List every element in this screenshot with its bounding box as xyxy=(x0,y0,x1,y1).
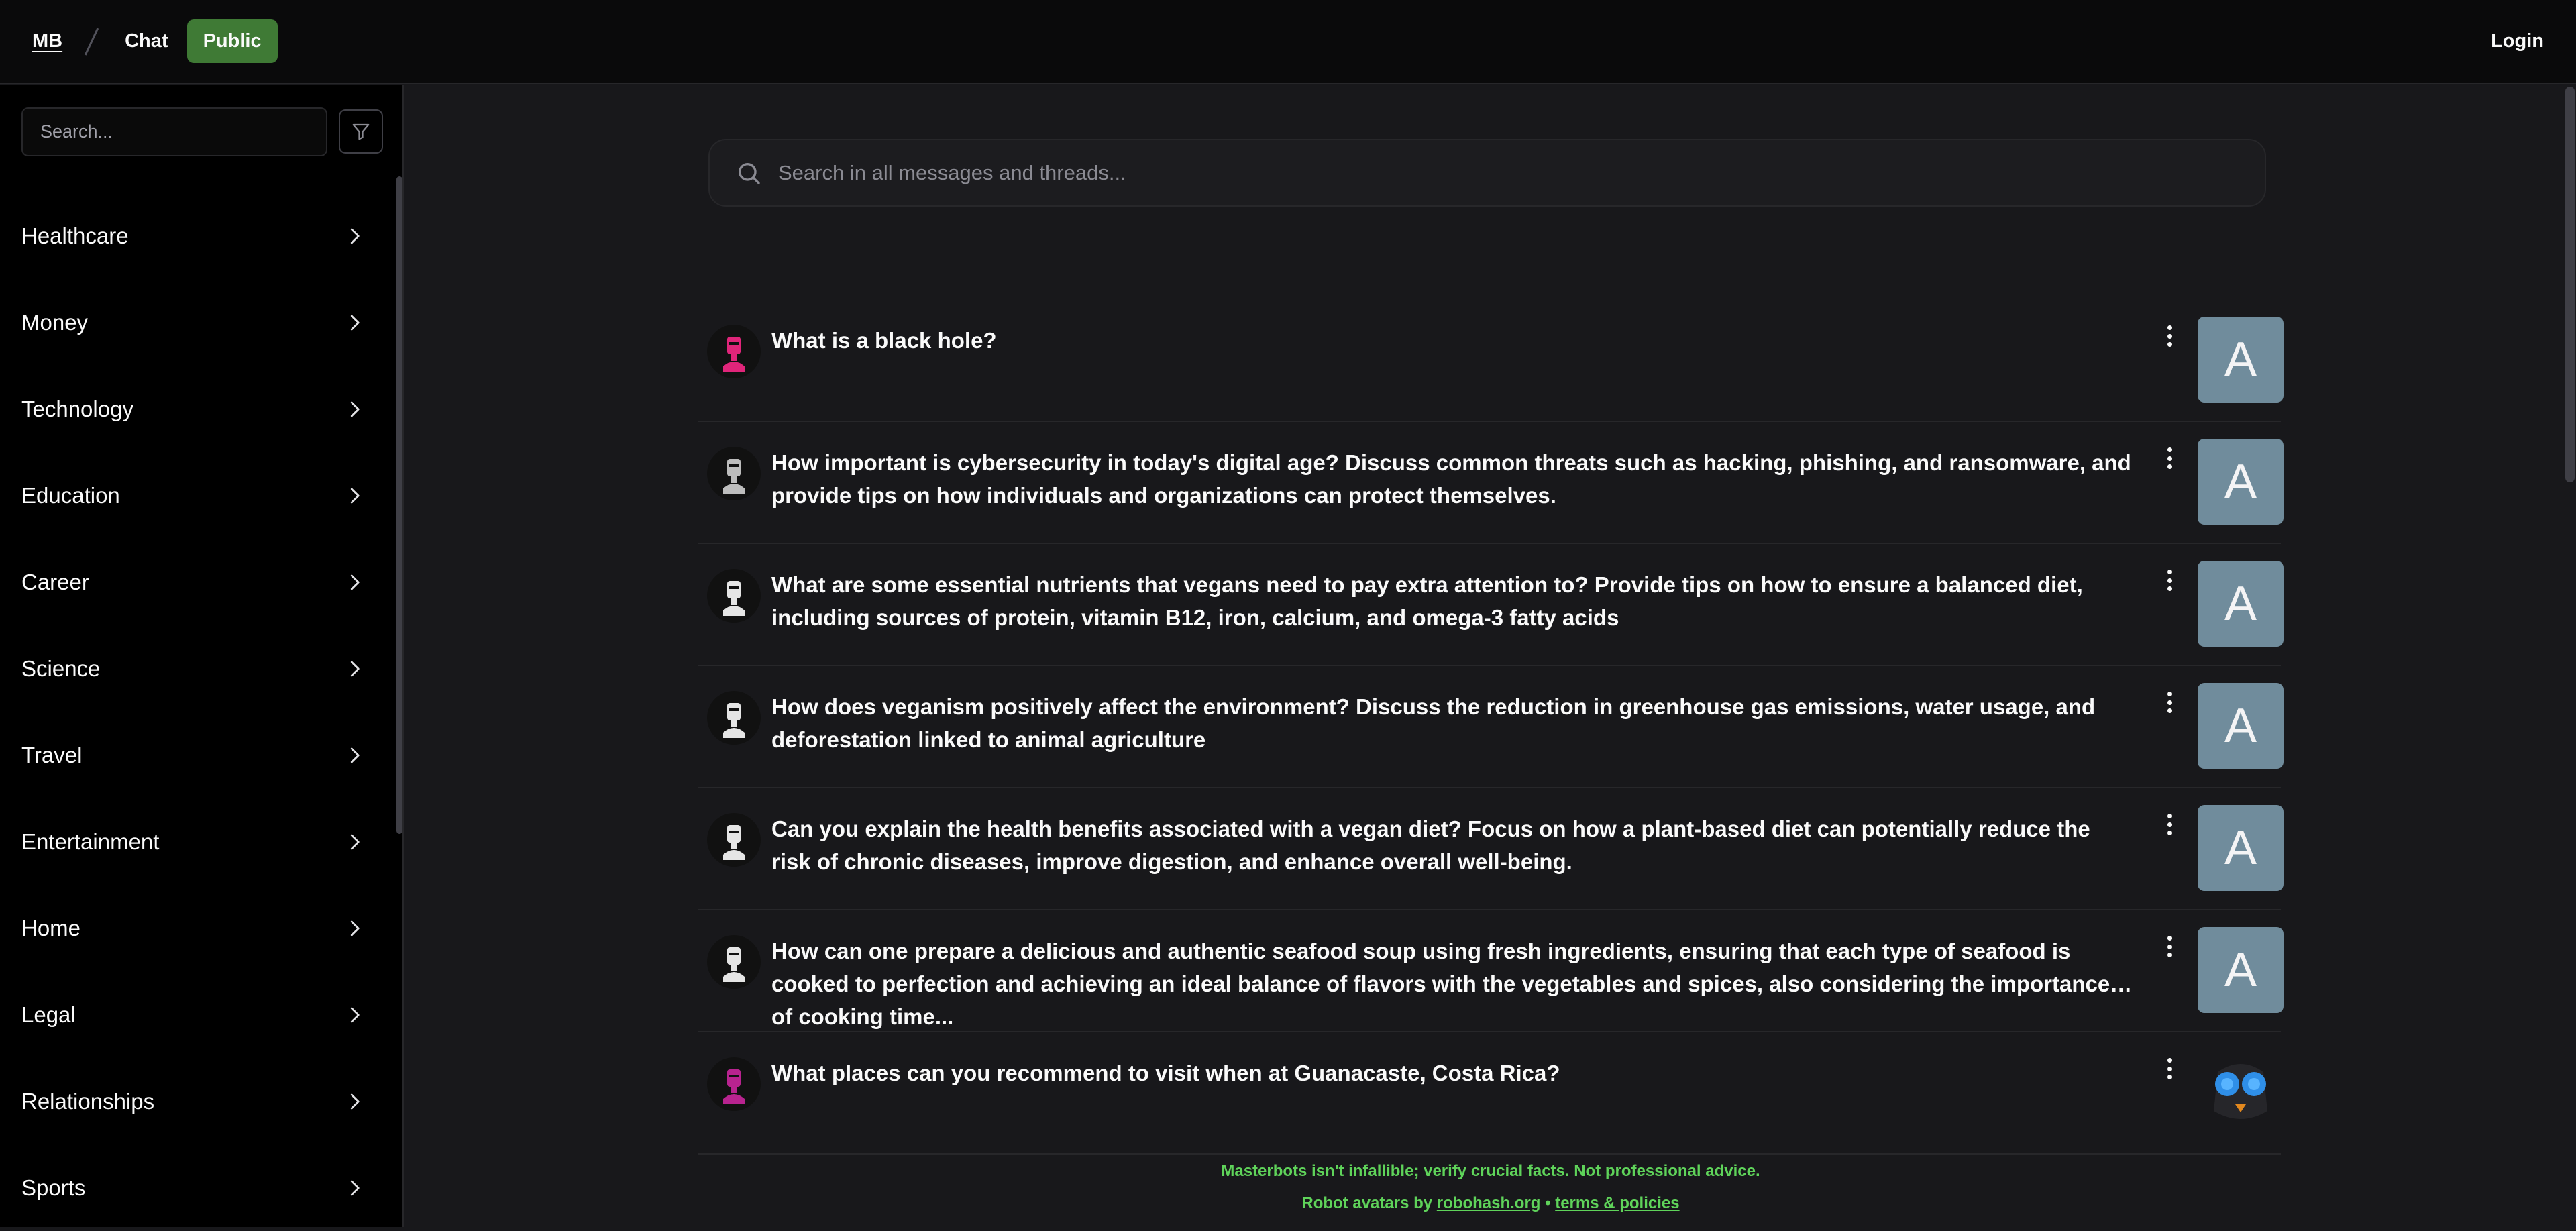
thread-question[interactable]: How does veganism positively affect the environment? Discuss the reduction in greenhouse gas emissions, water usage, and deforestation linked to animal agriculture xyxy=(771,694,2096,752)
nav-public-button[interactable]: Public xyxy=(187,19,278,63)
chevron-right-icon xyxy=(344,745,364,765)
more-options-icon[interactable] xyxy=(2163,1057,2176,1081)
bot-avatar[interactable] xyxy=(707,325,761,378)
category-label: Education xyxy=(21,482,120,508)
category-item-technology[interactable] xyxy=(0,366,392,452)
more-options-icon[interactable] xyxy=(2163,934,2176,959)
disclaimer-text: Masterbots isn't infallible; verify crucial facts. Not professional advice. xyxy=(1221,1162,1760,1180)
bot-avatar[interactable] xyxy=(707,569,761,623)
category-label: Legal xyxy=(21,1002,76,1027)
credits-line xyxy=(405,1194,2576,1213)
category-list xyxy=(0,193,392,1231)
chevron-right-icon xyxy=(344,1091,364,1112)
sidebar-scrollbar[interactable] xyxy=(396,176,402,834)
sidebar-search-input[interactable]: Search... xyxy=(21,107,327,156)
terms-link[interactable]: terms & policies xyxy=(1555,1194,1680,1212)
more-options-icon[interactable] xyxy=(2163,812,2176,837)
category-label: Home xyxy=(21,915,81,941)
thread-question[interactable]: What is a black hole? xyxy=(771,328,997,353)
bot-avatar[interactable] xyxy=(707,1057,761,1111)
category-item-entertainment[interactable] xyxy=(0,798,392,885)
category-item-healthcare[interactable] xyxy=(0,193,392,279)
category-item-travel[interactable] xyxy=(0,712,392,798)
category-label: Sports xyxy=(21,1175,86,1200)
more-options-icon[interactable] xyxy=(2163,446,2176,470)
more-options-icon[interactable] xyxy=(2163,690,2176,714)
user-avatar-tile[interactable]: A xyxy=(2198,439,2284,525)
thread-question[interactable]: What places can you recommend to visit when at Guanacaste, Costa Rica? xyxy=(771,1061,1560,1085)
main-scrollbar[interactable] xyxy=(2565,87,2575,482)
category-item-relationships[interactable] xyxy=(0,1058,392,1144)
category-item-sports[interactable] xyxy=(0,1144,392,1231)
thread-row[interactable] xyxy=(698,910,2281,1032)
main-content xyxy=(405,85,2576,1227)
category-label: Healthcare xyxy=(21,223,129,248)
bot-avatar[interactable] xyxy=(707,691,761,745)
bot-avatar[interactable] xyxy=(707,447,761,500)
thread-row[interactable] xyxy=(698,544,2281,666)
category-label: Relationships xyxy=(21,1088,155,1114)
category-item-home[interactable] xyxy=(0,885,392,971)
top-bar xyxy=(0,0,2576,84)
thread-question[interactable]: How can one prepare a delicious and authentic seafood soup using fresh ingredients, ensuring that each type of seafood is cooked to perfection and achieving an ideal balance of flavors with the vegetables and spices, also considering the importance of cooking time... xyxy=(771,939,2110,1029)
thread-row[interactable] xyxy=(698,300,2281,422)
user-avatar-tile[interactable]: A xyxy=(2198,317,2284,403)
thread-row[interactable] xyxy=(698,1032,2281,1155)
user-avatar-tile[interactable]: A xyxy=(2198,927,2284,1013)
category-label: Science xyxy=(21,655,101,681)
logo-link[interactable]: MB xyxy=(32,30,63,52)
thread-search-input[interactable] xyxy=(708,139,2266,207)
bot-avatar[interactable] xyxy=(707,935,761,989)
category-label: Career xyxy=(21,569,89,594)
bot-avatar[interactable] xyxy=(707,813,761,867)
thread-question[interactable]: How important is cybersecurity in today's digital age? Discuss common threats such as hacking, phishing, and ransomware, and provide tips on how individuals and organizations can protect themselves. xyxy=(771,450,2131,508)
search-icon xyxy=(735,160,762,186)
thread-row[interactable] xyxy=(698,788,2281,910)
category-label: Travel xyxy=(21,742,83,767)
chevron-right-icon xyxy=(344,313,364,333)
thread-list xyxy=(698,300,2281,1155)
chevron-right-icon xyxy=(344,1178,364,1198)
login-button[interactable]: Login xyxy=(2491,30,2544,52)
credits-separator: • xyxy=(1545,1194,1551,1212)
breadcrumb-separator xyxy=(85,28,99,55)
thread-row[interactable] xyxy=(698,666,2281,788)
user-avatar-tile[interactable]: A xyxy=(2198,683,2284,769)
chevron-right-icon xyxy=(344,226,364,246)
category-item-legal[interactable] xyxy=(0,971,392,1058)
chevron-right-icon xyxy=(344,572,364,592)
user-avatar-tile[interactable]: A xyxy=(2198,805,2284,891)
chevron-right-icon xyxy=(344,1005,364,1025)
robot-avatar-icon xyxy=(2198,1049,2284,1135)
user-avatar-robot[interactable] xyxy=(2198,1049,2284,1135)
chevron-right-icon xyxy=(344,832,364,852)
robohash-link[interactable]: robohash.org xyxy=(1436,1194,1541,1212)
filter-button[interactable] xyxy=(339,109,383,154)
category-label: Money xyxy=(21,309,89,335)
category-item-career[interactable] xyxy=(0,539,392,625)
chevron-right-icon xyxy=(344,486,364,506)
sidebar xyxy=(0,85,404,1227)
category-item-science[interactable] xyxy=(0,625,392,712)
user-avatar-tile[interactable]: A xyxy=(2198,561,2284,647)
more-options-icon[interactable] xyxy=(2163,568,2176,592)
category-label: Entertainment xyxy=(21,828,160,854)
category-label: Technology xyxy=(21,396,133,421)
category-item-money[interactable] xyxy=(0,279,392,366)
chevron-right-icon xyxy=(344,399,364,419)
category-item-education[interactable] xyxy=(0,452,392,539)
chevron-right-icon xyxy=(344,918,364,939)
filter-icon xyxy=(351,121,371,142)
credits-prefix: Robot avatars by xyxy=(1301,1194,1433,1212)
nav-chat-link[interactable]: Chat xyxy=(125,30,168,52)
thread-question[interactable]: Can you explain the health benefits associated with a vegan diet? Focus on how a plant-based diet can potentially reduce the risk of chronic diseases, improve digestion, and enhance overall well-being. xyxy=(771,816,2090,874)
chevron-right-icon xyxy=(344,659,364,679)
thread-row[interactable] xyxy=(698,422,2281,544)
more-options-icon[interactable] xyxy=(2163,324,2176,348)
search-placeholder: Search in all messages and threads... xyxy=(778,160,1126,184)
thread-question[interactable]: What are some essential nutrients that vegans need to pay extra attention to? Provide tips on how to ensure a balanced diet, including sources of protein, vitamin B12, iron, calcium, and omega-3 fatty acids xyxy=(771,572,2083,630)
